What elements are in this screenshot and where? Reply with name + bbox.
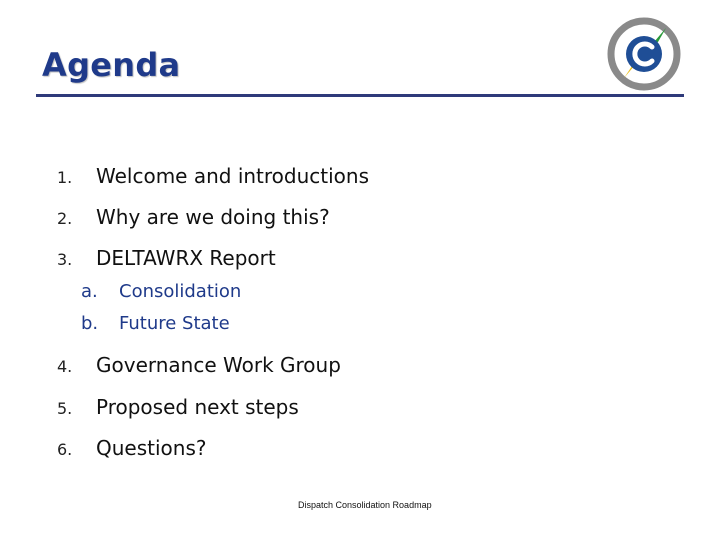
agenda-text: Questions? [96,436,207,460]
agenda-item-3 [57,246,276,270]
subitem-letter: a. [81,281,98,302]
slide-footer: Dispatch Consolidation Roadmap [298,500,432,510]
agenda-subitem-b [81,313,230,334]
agenda-item-1 [57,164,369,188]
compass-c-logo-icon [606,16,682,92]
agenda-text: Proposed next steps [96,395,299,419]
agenda-number: 3. [57,250,73,269]
subitem-text: Future State [119,313,230,334]
agenda-item-5 [57,395,299,419]
agenda-number: 6. [57,440,73,459]
subitem-text: Consolidation [119,281,242,302]
agenda-number: 1. [57,168,73,187]
agenda-item-4 [57,353,341,377]
agenda-item-6 [57,436,207,460]
agenda-text: Governance Work Group [96,353,341,377]
agenda-item-2 [57,205,330,229]
agenda-number: 4. [57,357,73,376]
slide-title: Agenda [42,46,181,84]
agenda-text: Welcome and introductions [96,164,370,188]
title-divider [36,94,684,97]
agenda-subitem-a [81,281,241,302]
agenda-text: DELTAWRX Report [96,246,276,270]
subitem-letter: b. [81,313,99,334]
agenda-number: 2. [57,209,73,228]
agenda-text: Why are we doing this? [96,205,330,229]
agenda-number: 5. [57,399,73,418]
